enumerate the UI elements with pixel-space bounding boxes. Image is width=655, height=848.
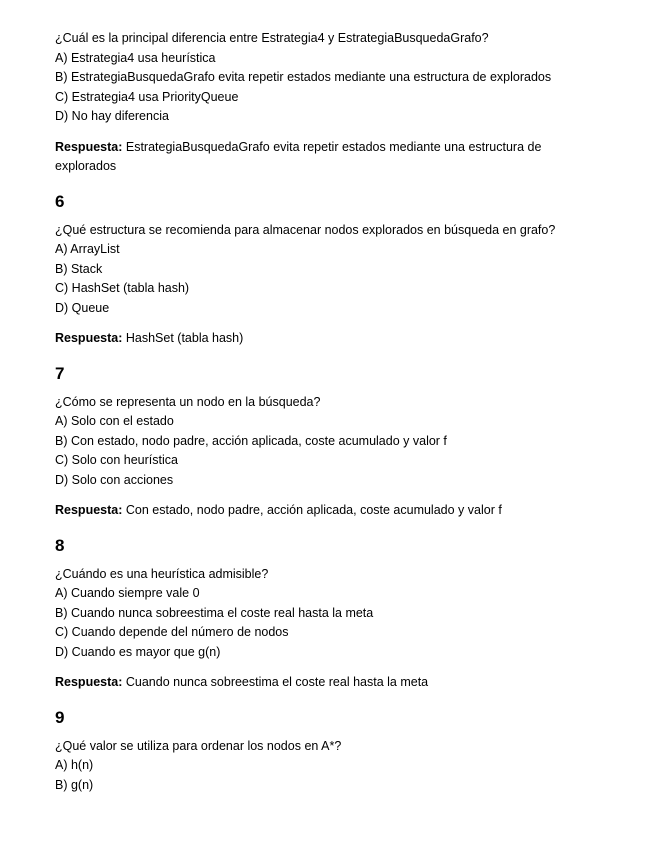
option-c: C) Estrategia4 usa PriorityQueue bbox=[55, 89, 239, 104]
answer-label: Respuesta: bbox=[55, 331, 123, 345]
answer-line bbox=[55, 501, 615, 521]
option-b: B) Cuando nunca sobreestima el coste real hasta la meta bbox=[55, 605, 374, 620]
answer-text: HashSet (tabla hash) bbox=[125, 331, 244, 345]
option-a: A) ArrayList bbox=[55, 242, 120, 256]
question-block-7 bbox=[55, 363, 615, 521]
question-text: ¿Cómo se representa un nodo en la búsqueda? bbox=[55, 394, 321, 409]
question-text: ¿Qué estructura se recomienda para almacenar nodos explorados en búsqueda en grafo? bbox=[55, 222, 556, 237]
option-a: A) Estrategia4 usa heurística bbox=[55, 50, 216, 65]
question-block-8 bbox=[55, 535, 615, 693]
answer-label: Respuesta: bbox=[55, 675, 123, 689]
answer-line bbox=[55, 138, 615, 177]
question-text: ¿Cuándo es una heurística admisible? bbox=[55, 566, 269, 581]
question-text: ¿Qué valor se utiliza para ordenar los nodos en A*? bbox=[55, 738, 342, 753]
answer-text: EstrategiaBusquedaGrafo evita repetir estados mediante una estructura de explorados bbox=[55, 139, 542, 173]
answer-label: Respuesta: bbox=[55, 139, 123, 154]
answer-label: Respuesta: bbox=[55, 503, 123, 517]
option-c: C) Cuando depende del número de nodos bbox=[55, 625, 289, 639]
option-d: D) Solo con acciones bbox=[55, 472, 174, 487]
question-number: 6 bbox=[55, 191, 65, 211]
answer-text: Cuando nunca sobreestima el coste real hasta la meta bbox=[125, 675, 429, 689]
question-number: 9 bbox=[55, 707, 65, 727]
option-b: B) g(n) bbox=[55, 777, 94, 792]
option-d: D) Cuando es mayor que g(n) bbox=[55, 644, 221, 659]
question-number: 7 bbox=[55, 363, 65, 383]
option-a: A) h(n) bbox=[55, 758, 94, 772]
option-b: B) EstrategiaBusquedaGrafo evita repetir estados mediante una estructura de explorados bbox=[55, 70, 552, 84]
option-a: A) Cuando siempre vale 0 bbox=[55, 586, 200, 600]
option-d: D) Queue bbox=[55, 300, 110, 315]
answer-line bbox=[55, 673, 615, 693]
answer-line bbox=[55, 329, 615, 349]
question-number: 8 bbox=[55, 535, 65, 555]
option-c: C) Solo con heurística bbox=[55, 453, 178, 467]
option-b: B) Stack bbox=[55, 261, 103, 276]
question-block-6 bbox=[55, 191, 615, 349]
option-b: B) Con estado, nodo padre, acción aplicada, coste acumulado y valor f bbox=[55, 433, 447, 448]
answer-text: Con estado, nodo padre, acción aplicada, coste acumulado y valor f bbox=[125, 503, 502, 517]
question-block-5 bbox=[55, 29, 615, 177]
option-d: D) No hay diferencia bbox=[55, 109, 169, 123]
option-a: A) Solo con el estado bbox=[55, 414, 174, 428]
option-c: C) HashSet (tabla hash) bbox=[55, 281, 190, 295]
question-block-9 bbox=[55, 707, 615, 796]
question-text: ¿Cuál es la principal diferencia entre Estrategia4 y EstrategiaBusquedaGrafo? bbox=[55, 31, 489, 45]
